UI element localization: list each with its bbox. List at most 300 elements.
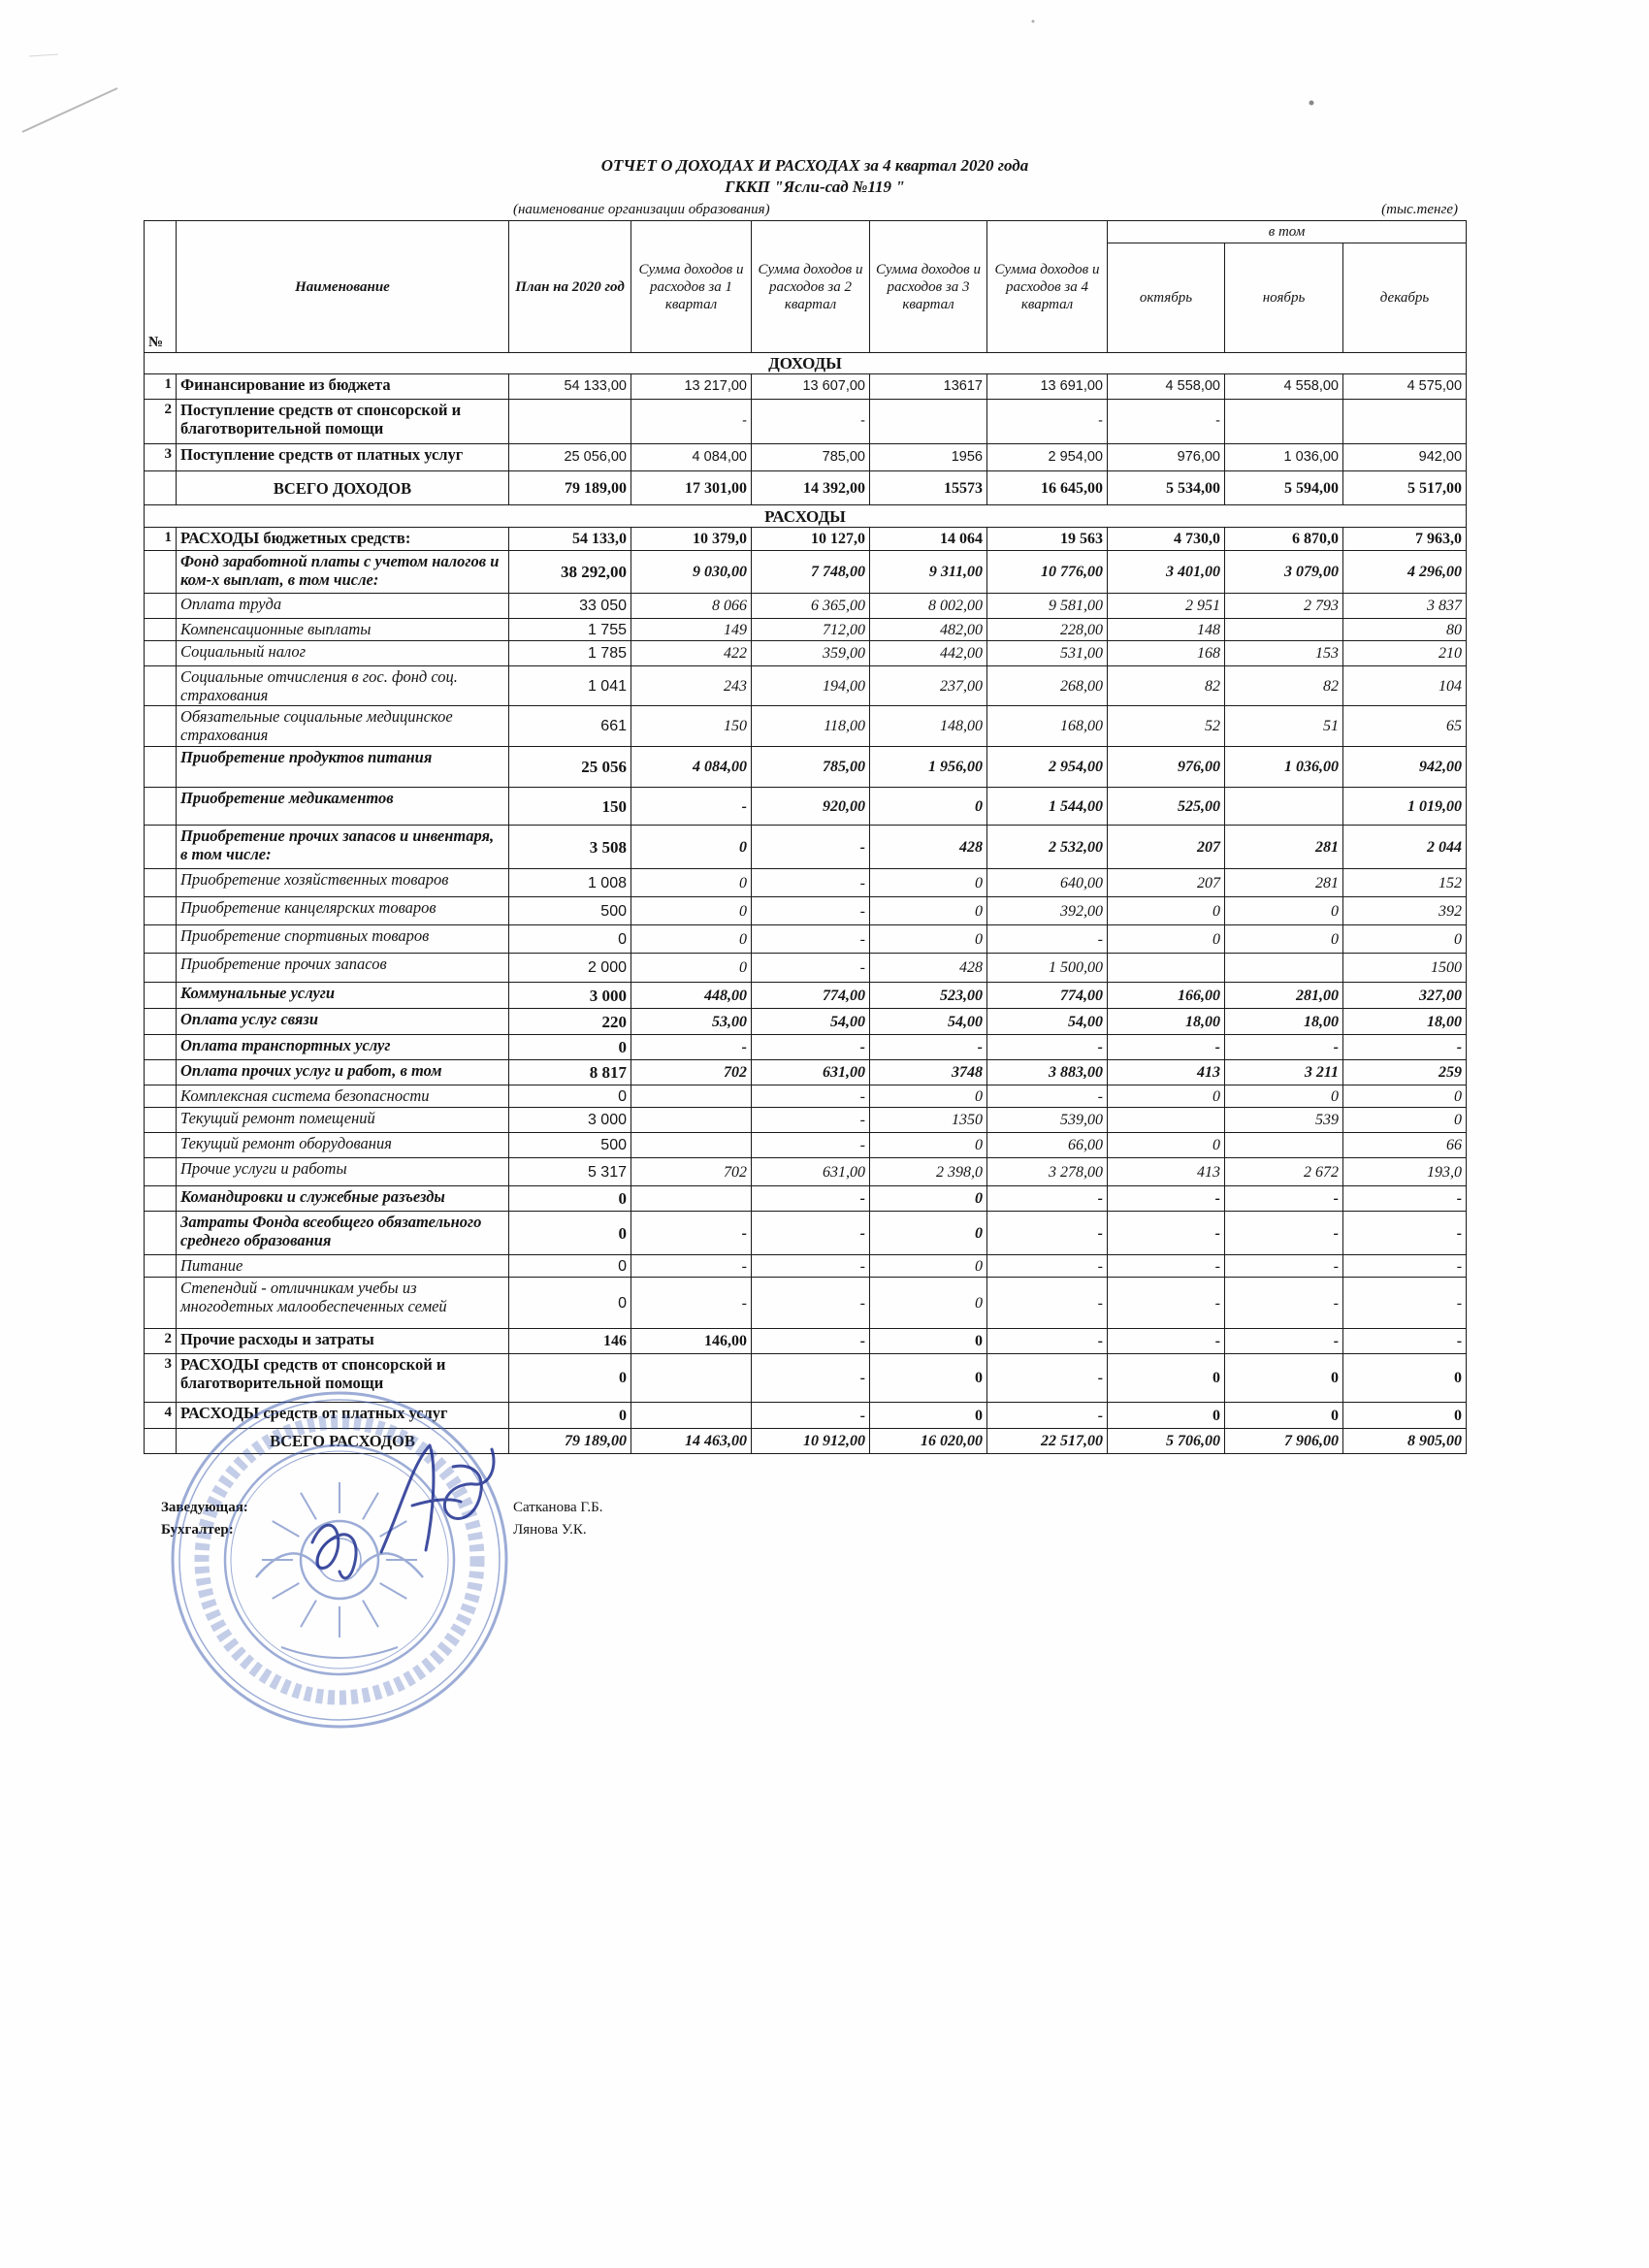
cell-dec: 259 xyxy=(1343,1060,1467,1085)
cell-q2: 10 912,00 xyxy=(752,1429,870,1454)
cell-q2: 10 127,0 xyxy=(752,528,870,551)
cell-q2: 785,00 xyxy=(752,747,870,788)
cell-oct: 207 xyxy=(1108,826,1225,869)
cell-number xyxy=(145,1212,177,1255)
cell-nov xyxy=(1225,400,1343,444)
cell-name: Приобретение продуктов питания xyxy=(177,747,509,788)
cell-number xyxy=(145,666,177,706)
cell-nov: 51 xyxy=(1225,706,1343,747)
cell-q4: 54,00 xyxy=(987,1009,1108,1035)
cell-plan: 0 xyxy=(509,925,631,954)
header-name: Наименование xyxy=(177,221,509,353)
cell-q3: 1956 xyxy=(870,444,987,471)
cell-number: 2 xyxy=(145,1329,177,1354)
cell-number xyxy=(145,471,177,505)
cell-plan: 3 000 xyxy=(509,983,631,1009)
cell-oct: 4 730,0 xyxy=(1108,528,1225,551)
section-title: РАСХОДЫ xyxy=(145,505,1467,528)
cell-q4: - xyxy=(987,1212,1108,1255)
cell-nov: 0 xyxy=(1225,1403,1343,1429)
cell-number xyxy=(145,1186,177,1212)
cell-name: Оплата транспортных услуг xyxy=(177,1035,509,1060)
cell-nov: 0 xyxy=(1225,1085,1343,1108)
cell-q3: 1350 xyxy=(870,1108,987,1133)
cell-dec: 65 xyxy=(1343,706,1467,747)
cell-q3: 16 020,00 xyxy=(870,1429,987,1454)
cell-plan: 0 xyxy=(509,1403,631,1429)
cell-name: РАСХОДЫ средств от платных услуг xyxy=(177,1403,509,1429)
cell-plan xyxy=(509,400,631,444)
cell-q1: 702 xyxy=(631,1158,752,1186)
cell-q2: 631,00 xyxy=(752,1158,870,1186)
cell-q1: 0 xyxy=(631,897,752,925)
cell-number xyxy=(145,706,177,747)
header-row-top xyxy=(145,221,1467,243)
header-december: декабрь xyxy=(1343,243,1467,353)
cell-plan: 38 292,00 xyxy=(509,551,631,594)
cell-plan: 1 008 xyxy=(509,869,631,897)
cell-oct: 0 xyxy=(1108,1085,1225,1108)
cell-name: Оплата труда xyxy=(177,594,509,619)
units-label: (тыс.тенге) xyxy=(1381,202,1458,217)
cell-nov: 153 xyxy=(1225,641,1343,666)
cell-nov: 539 xyxy=(1225,1108,1343,1133)
cell-dec xyxy=(1343,400,1467,444)
cell-number xyxy=(145,1255,177,1278)
cell-oct: 976,00 xyxy=(1108,444,1225,471)
cell-dec: 210 xyxy=(1343,641,1467,666)
cell-q2: - xyxy=(752,1403,870,1429)
cell-number xyxy=(145,983,177,1009)
cell-q2: - xyxy=(752,1278,870,1329)
cell-nov: 281,00 xyxy=(1225,983,1343,1009)
cell-nov xyxy=(1225,788,1343,826)
cell-q2: - xyxy=(752,1035,870,1060)
cell-plan: 79 189,00 xyxy=(509,1429,631,1454)
cell-q3: 0 xyxy=(870,925,987,954)
cell-q1: 243 xyxy=(631,666,752,706)
cell-oct: 18,00 xyxy=(1108,1009,1225,1035)
cell-name: ВСЕГО ДОХОДОВ xyxy=(177,471,509,505)
cell-number xyxy=(145,897,177,925)
cell-q1: 0 xyxy=(631,925,752,954)
cell-oct: 82 xyxy=(1108,666,1225,706)
cell-oct: 166,00 xyxy=(1108,983,1225,1009)
cell-q2: 774,00 xyxy=(752,983,870,1009)
cell-dec: 104 xyxy=(1343,666,1467,706)
table-row xyxy=(145,983,1467,1009)
cell-q3: 0 xyxy=(870,1329,987,1354)
cell-number xyxy=(145,1278,177,1329)
cell-q3: 148,00 xyxy=(870,706,987,747)
cell-plan: 54 133,0 xyxy=(509,528,631,551)
cell-name: Обязательные социальные медицинское страхования xyxy=(177,706,509,747)
cell-q4: 640,00 xyxy=(987,869,1108,897)
cell-q2: 920,00 xyxy=(752,788,870,826)
cell-q3: 0 xyxy=(870,1212,987,1255)
cell-name: Финансирование из бюджета xyxy=(177,374,509,400)
report-content xyxy=(144,220,1466,1541)
cell-nov xyxy=(1225,1133,1343,1158)
cell-nov xyxy=(1225,954,1343,983)
cell-q4: 13 691,00 xyxy=(987,374,1108,400)
table-row xyxy=(145,1158,1467,1186)
cell-q3: 0 xyxy=(870,1133,987,1158)
cell-nov: 5 594,00 xyxy=(1225,471,1343,505)
cell-q4: 2 954,00 xyxy=(987,444,1108,471)
cell-q2: - xyxy=(752,1186,870,1212)
cell-number: 1 xyxy=(145,528,177,551)
cell-oct: 0 xyxy=(1108,925,1225,954)
cell-nov: 6 870,0 xyxy=(1225,528,1343,551)
cell-name: Поступление средств от платных услуг xyxy=(177,444,509,471)
cell-dec: 0 xyxy=(1343,1354,1467,1403)
cell-plan: 0 xyxy=(509,1278,631,1329)
cell-q3: 0 xyxy=(870,1186,987,1212)
cell-oct: 0 xyxy=(1108,1133,1225,1158)
organization-name: ГККП "Ясли-сад №119 " xyxy=(725,178,905,196)
cell-q4: 9 581,00 xyxy=(987,594,1108,619)
cell-name: Приобретение спортивных товаров xyxy=(177,925,509,954)
table-row xyxy=(145,400,1467,444)
cell-plan: 0 xyxy=(509,1255,631,1278)
header-october: октябрь xyxy=(1108,243,1225,353)
cell-q1: 146,00 xyxy=(631,1329,752,1354)
cell-dec: 4 575,00 xyxy=(1343,374,1467,400)
cell-q2: - xyxy=(752,954,870,983)
cell-q4: 10 776,00 xyxy=(987,551,1108,594)
cell-number: 3 xyxy=(145,444,177,471)
header-number: № xyxy=(145,221,177,353)
cell-oct: 413 xyxy=(1108,1158,1225,1186)
cell-plan: 661 xyxy=(509,706,631,747)
table-row xyxy=(145,619,1467,641)
cell-q3: 14 064 xyxy=(870,528,987,551)
cell-q3: 523,00 xyxy=(870,983,987,1009)
accountant-role: Бухгалтер: xyxy=(161,1522,234,1538)
cell-oct: - xyxy=(1108,1212,1225,1255)
cell-number: 2 xyxy=(145,400,177,444)
cell-plan: 500 xyxy=(509,1133,631,1158)
cell-nov: 281 xyxy=(1225,869,1343,897)
cell-number xyxy=(145,869,177,897)
cell-q1: 14 463,00 xyxy=(631,1429,752,1454)
cell-q4: 531,00 xyxy=(987,641,1108,666)
cell-name: Фонд заработной платы с учетом налогов и ком-х выплат, в том числе: xyxy=(177,551,509,594)
cell-oct: - xyxy=(1108,1329,1225,1354)
cell-plan: 0 xyxy=(509,1354,631,1403)
table-row xyxy=(145,1108,1467,1133)
table-row xyxy=(145,594,1467,619)
cell-number: 4 xyxy=(145,1403,177,1429)
cell-oct: - xyxy=(1108,1035,1225,1060)
cell-nov: 7 906,00 xyxy=(1225,1429,1343,1454)
cell-oct: 413 xyxy=(1108,1060,1225,1085)
cell-name: Затраты Фонда всеобщего обязательного среднего образования xyxy=(177,1212,509,1255)
cell-nov: - xyxy=(1225,1278,1343,1329)
cell-q4: 2 532,00 xyxy=(987,826,1108,869)
cell-q4: 16 645,00 xyxy=(987,471,1108,505)
cell-q2: 54,00 xyxy=(752,1009,870,1035)
cell-dec: 327,00 xyxy=(1343,983,1467,1009)
cell-number xyxy=(145,1009,177,1035)
cell-q4: 1 500,00 xyxy=(987,954,1108,983)
cell-oct: - xyxy=(1108,1278,1225,1329)
cell-name: Социальные отчисления в гос. фонд соц. страхования xyxy=(177,666,509,706)
cell-oct: 976,00 xyxy=(1108,747,1225,788)
cell-q3: - xyxy=(870,1035,987,1060)
cell-q3: 54,00 xyxy=(870,1009,987,1035)
cell-oct: 0 xyxy=(1108,1354,1225,1403)
cell-name: Приобретение канцелярских товаров xyxy=(177,897,509,925)
cell-dec: 0 xyxy=(1343,1108,1467,1133)
cell-plan: 33 050 xyxy=(509,594,631,619)
cell-q1: - xyxy=(631,1255,752,1278)
cell-q2: - xyxy=(752,1329,870,1354)
cell-name: Поступление средств от спонсорской и благотворительной помощи xyxy=(177,400,509,444)
cell-plan: 5 317 xyxy=(509,1158,631,1186)
cell-oct: 5 706,00 xyxy=(1108,1429,1225,1454)
cell-q3: 0 xyxy=(870,1278,987,1329)
cell-q1 xyxy=(631,1108,752,1133)
cell-nov: 18,00 xyxy=(1225,1009,1343,1035)
cell-name: Приобретение медикаментов xyxy=(177,788,509,826)
header-q3: Сумма доходов и расходов за 3 квартал xyxy=(870,221,987,353)
cell-nov: 0 xyxy=(1225,925,1343,954)
report-header xyxy=(524,155,1106,198)
cell-number xyxy=(145,1035,177,1060)
cell-dec: - xyxy=(1343,1212,1467,1255)
cell-plan: 1 041 xyxy=(509,666,631,706)
cell-number: 3 xyxy=(145,1354,177,1403)
cell-plan: 79 189,00 xyxy=(509,471,631,505)
cell-nov: - xyxy=(1225,1035,1343,1060)
cell-plan: 1 755 xyxy=(509,619,631,641)
cell-q3: 428 xyxy=(870,826,987,869)
cell-q4: 774,00 xyxy=(987,983,1108,1009)
cell-q3: 482,00 xyxy=(870,619,987,641)
cell-plan: 25 056 xyxy=(509,747,631,788)
table-row xyxy=(145,747,1467,788)
table-row xyxy=(145,869,1467,897)
cell-q2: - xyxy=(752,925,870,954)
cell-plan: 0 xyxy=(509,1212,631,1255)
cell-q3: 0 xyxy=(870,1085,987,1108)
table-row xyxy=(145,551,1467,594)
cell-q1: 53,00 xyxy=(631,1009,752,1035)
cell-q1: - xyxy=(631,1212,752,1255)
cell-q4: - xyxy=(987,1354,1108,1403)
cell-q4: 268,00 xyxy=(987,666,1108,706)
table-row xyxy=(145,1085,1467,1108)
cell-q3: 0 xyxy=(870,1255,987,1278)
cell-name: Оплата услуг связи xyxy=(177,1009,509,1035)
cell-nov: 82 xyxy=(1225,666,1343,706)
cell-oct: - xyxy=(1108,1186,1225,1212)
cell-q1: 149 xyxy=(631,619,752,641)
cell-name: Социальный налог xyxy=(177,641,509,666)
cell-q1: - xyxy=(631,1035,752,1060)
cell-name: Текущий ремонт помещений xyxy=(177,1108,509,1133)
cell-q2: 194,00 xyxy=(752,666,870,706)
cell-oct: - xyxy=(1108,1255,1225,1278)
cell-q1: 9 030,00 xyxy=(631,551,752,594)
cell-name: Оплата прочих услуг и работ, в том xyxy=(177,1060,509,1085)
cell-oct xyxy=(1108,954,1225,983)
cell-q4: - xyxy=(987,1035,1108,1060)
cell-dec: - xyxy=(1343,1186,1467,1212)
cell-q3: 8 002,00 xyxy=(870,594,987,619)
accountant-name: Лянова У.К. xyxy=(513,1522,587,1538)
cell-q4: - xyxy=(987,1403,1108,1429)
cell-q2: 712,00 xyxy=(752,619,870,641)
cell-q4: - xyxy=(987,1255,1108,1278)
cell-dec: - xyxy=(1343,1035,1467,1060)
cell-q2: - xyxy=(752,1255,870,1278)
cell-nov: 0 xyxy=(1225,897,1343,925)
cell-name: Коммунальные услуги xyxy=(177,983,509,1009)
cell-plan: 220 xyxy=(509,1009,631,1035)
cell-oct: 5 534,00 xyxy=(1108,471,1225,505)
cell-plan: 150 xyxy=(509,788,631,826)
cell-dec: 3 837 xyxy=(1343,594,1467,619)
cell-plan: 500 xyxy=(509,897,631,925)
income-expense-table xyxy=(144,220,1467,1454)
cell-q4: 168,00 xyxy=(987,706,1108,747)
cell-q3: 3748 xyxy=(870,1060,987,1085)
head-name: Сатканова Г.Б. xyxy=(513,1500,603,1515)
table-row xyxy=(145,1133,1467,1158)
cell-q4: - xyxy=(987,1329,1108,1354)
cell-plan: 25 056,00 xyxy=(509,444,631,471)
cell-q2: - xyxy=(752,1133,870,1158)
cell-q3: 2 398,0 xyxy=(870,1158,987,1186)
cell-name: РАСХОДЫ средств от спонсорской и благотворительной помощи xyxy=(177,1354,509,1403)
cell-plan: 3 000 xyxy=(509,1108,631,1133)
cell-q2: - xyxy=(752,826,870,869)
cell-plan: 0 xyxy=(509,1085,631,1108)
cell-oct: 0 xyxy=(1108,1403,1225,1429)
cell-nov xyxy=(1225,619,1343,641)
cell-number xyxy=(145,641,177,666)
cell-q2: - xyxy=(752,1212,870,1255)
table-row xyxy=(145,1009,1467,1035)
cell-plan: 8 817 xyxy=(509,1060,631,1085)
cell-q2: 631,00 xyxy=(752,1060,870,1085)
cell-q2: 7 748,00 xyxy=(752,551,870,594)
cell-nov: 1 036,00 xyxy=(1225,444,1343,471)
cell-number xyxy=(145,954,177,983)
cell-dec: - xyxy=(1343,1255,1467,1278)
cell-plan: 54 133,00 xyxy=(509,374,631,400)
cell-number xyxy=(145,826,177,869)
cell-number xyxy=(145,1108,177,1133)
cell-q4: 19 563 xyxy=(987,528,1108,551)
cell-name: Степендий - отличникам учебы из многодетных малообеспеченных семей xyxy=(177,1278,509,1329)
cell-q1 xyxy=(631,1403,752,1429)
table-row xyxy=(145,788,1467,826)
cell-oct xyxy=(1108,1108,1225,1133)
cell-q3: 442,00 xyxy=(870,641,987,666)
table-row xyxy=(145,954,1467,983)
handwritten-signature xyxy=(291,1426,524,1601)
cell-q3: 13617 xyxy=(870,374,987,400)
cell-dec: - xyxy=(1343,1329,1467,1354)
cell-nov: - xyxy=(1225,1212,1343,1255)
table-row xyxy=(145,706,1467,747)
cell-q4: 1 544,00 xyxy=(987,788,1108,826)
cell-plan: 0 xyxy=(509,1035,631,1060)
cell-q2: - xyxy=(752,869,870,897)
cell-q4: 3 883,00 xyxy=(987,1060,1108,1085)
cell-name: Командировки и служебные разъезды xyxy=(177,1186,509,1212)
cell-q2: - xyxy=(752,1354,870,1403)
cell-q2: 6 365,00 xyxy=(752,594,870,619)
cell-number xyxy=(145,788,177,826)
cell-q2: 118,00 xyxy=(752,706,870,747)
cell-dec: - xyxy=(1343,1278,1467,1329)
cell-q1 xyxy=(631,1186,752,1212)
cell-nov: 1 036,00 xyxy=(1225,747,1343,788)
cell-number xyxy=(145,1085,177,1108)
cell-dec: 4 296,00 xyxy=(1343,551,1467,594)
header-q2: Сумма доходов и расходов за 2 квартал xyxy=(752,221,870,353)
table-header xyxy=(145,221,1467,353)
cell-oct: 4 558,00 xyxy=(1108,374,1225,400)
cell-oct: - xyxy=(1108,400,1225,444)
cell-number xyxy=(145,1158,177,1186)
cell-q3: 9 311,00 xyxy=(870,551,987,594)
cell-nov: 3 079,00 xyxy=(1225,551,1343,594)
table-row xyxy=(145,666,1467,706)
header-q4: Сумма доходов и расходов за 4 квартал xyxy=(987,221,1108,353)
cell-q1: 4 084,00 xyxy=(631,747,752,788)
cell-q2: - xyxy=(752,897,870,925)
head-role: Заведующая: xyxy=(161,1500,248,1515)
cell-dec: 0 xyxy=(1343,1085,1467,1108)
cell-dec: 0 xyxy=(1343,925,1467,954)
cell-q1 xyxy=(631,1133,752,1158)
cell-oct: 3 401,00 xyxy=(1108,551,1225,594)
report-title: ОТЧЕТ О ДОХОДАХ И РАСХОДАХ за 4 квартал 2020 года xyxy=(600,156,1029,175)
cell-dec: 0 xyxy=(1343,1403,1467,1429)
cell-dec: 8 905,00 xyxy=(1343,1429,1467,1454)
cell-q2: - xyxy=(752,400,870,444)
cell-q4: - xyxy=(987,1186,1108,1212)
cell-q2: - xyxy=(752,1085,870,1108)
cell-q4: - xyxy=(987,400,1108,444)
cell-nov: 3 211 xyxy=(1225,1060,1343,1085)
cell-q1: 422 xyxy=(631,641,752,666)
cell-dec: 80 xyxy=(1343,619,1467,641)
table-row xyxy=(145,925,1467,954)
cell-q2: 785,00 xyxy=(752,444,870,471)
cell-q3: 15573 xyxy=(870,471,987,505)
cell-plan: 2 000 xyxy=(509,954,631,983)
cell-q1: 702 xyxy=(631,1060,752,1085)
cell-number xyxy=(145,551,177,594)
cell-q3: 0 xyxy=(870,1403,987,1429)
cell-nov: 2 793 xyxy=(1225,594,1343,619)
cell-number xyxy=(145,1133,177,1158)
cell-name: Приобретение хозяйственных товаров xyxy=(177,869,509,897)
cell-q1: 17 301,00 xyxy=(631,471,752,505)
table-row xyxy=(145,641,1467,666)
cell-q3: 1 956,00 xyxy=(870,747,987,788)
cell-q4: 392,00 xyxy=(987,897,1108,925)
cell-q2: 359,00 xyxy=(752,641,870,666)
cell-number xyxy=(145,925,177,954)
